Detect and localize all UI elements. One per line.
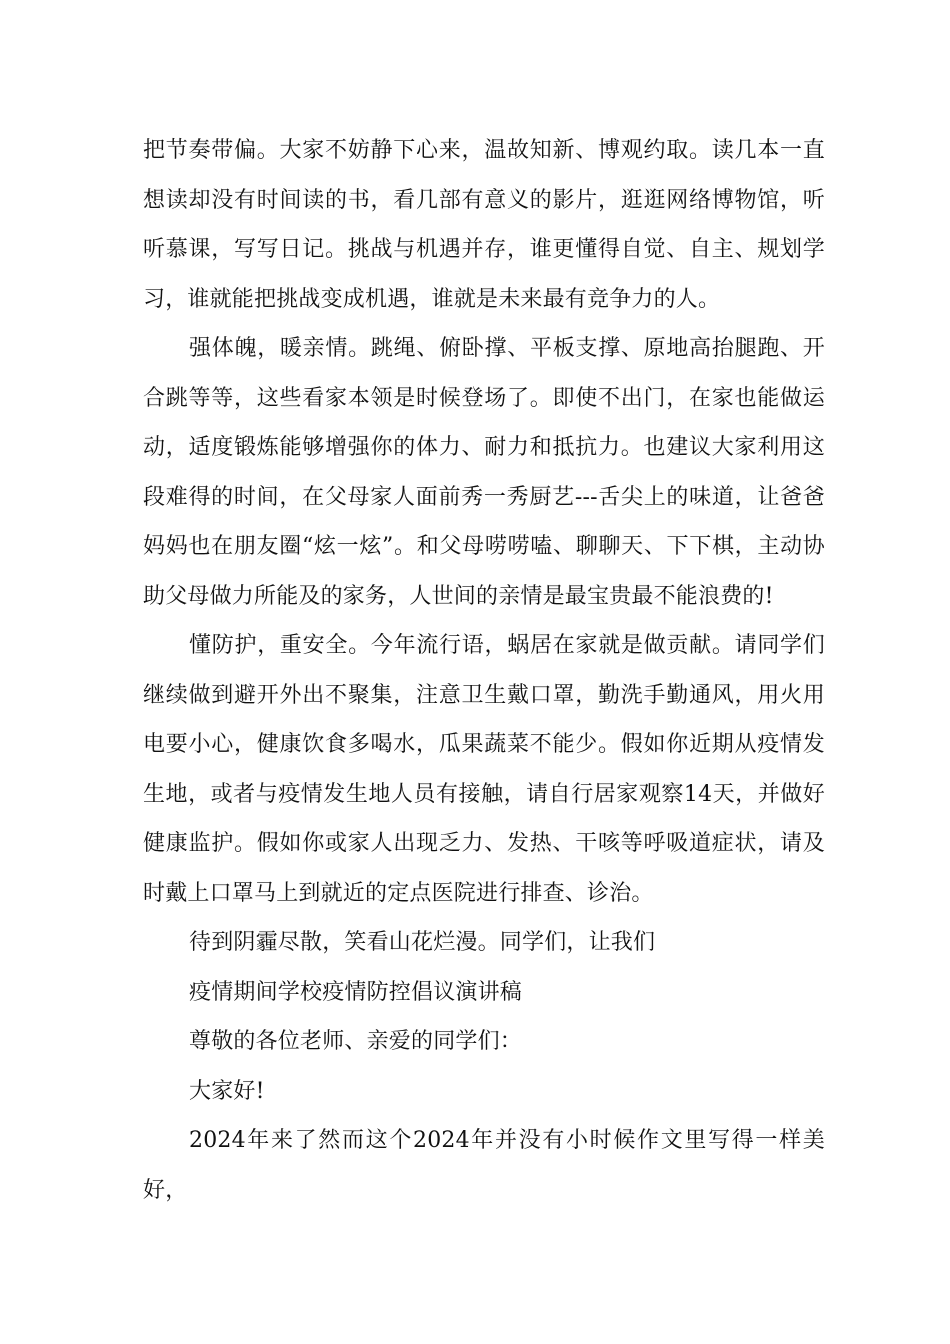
speech-greeting: 大家好! — [189, 1078, 265, 1104]
speech-salutation: 尊敬的各位老师、亲爱的同学们： — [189, 1029, 523, 1054]
speech-title: 疫情期间学校疫情防控倡议演讲稿 — [189, 979, 523, 1005]
paragraph-closing-line: 待到阴霾尽散，笑看山花烂漫。同学们，让我们 — [189, 930, 656, 955]
speech-opening-paragraph: 2024年来了然而这个2024年并没有小时候作文里写得一样美好， — [143, 1128, 825, 1203]
paragraph-continuation: 把节奏带偏。大家不妨静下心来，温故知新、博观约取。读几本一直想读却没有时间读的书，看几部有意义的影片，逛逛网络博物馆，听听慕课，写写日记。挑战与机遇并存，谁更懂得自觉、自主、规划学习，谁就能把挑战变成机遇，谁就是未来最有竞争力的人。 — [143, 138, 825, 312]
paragraph-safety-protection: 懂防护，重安全。今年流行语，蜗居在家就是做贡献。请同学们继续做到避开外出不聚集，注意卫生戴口罩，勤洗手勤通风，用火用电要小心，健康饮食多喝水，瓜果蔬菜不能少。假如你近期从疫情发生地，或者与疫情发生地人员有接触，请自行居家观察14天，并做好健康监护。假如你或家人出现乏力、发热、干咳等呼吸道症状，请及时戴上口罩马上到就近的定点医院进行排查、诊治。 — [143, 633, 825, 906]
document-body — [143, 126, 825, 1215]
paragraph-fitness-family: 强体魄，暖亲情。跳绳、俯卧撑、平板支撑、原地高抬腿跑、开合跳等等，这些看家本领是时候登场了。即使不出门，在家也能做运动，适度锻炼能够增强你的体力、耐力和抵抗力。也建议大家利用这段难得的时间，在父母家人面前秀一秀厨艺---舌尖上的味道，让爸爸妈妈也在朋友圈“炫一炫”。和父母唠唠嗑、聊聊天、下下棋，主动协助父母做力所能及的家务，人世间的亲情是最宝贵最不能浪费的! — [143, 336, 825, 609]
